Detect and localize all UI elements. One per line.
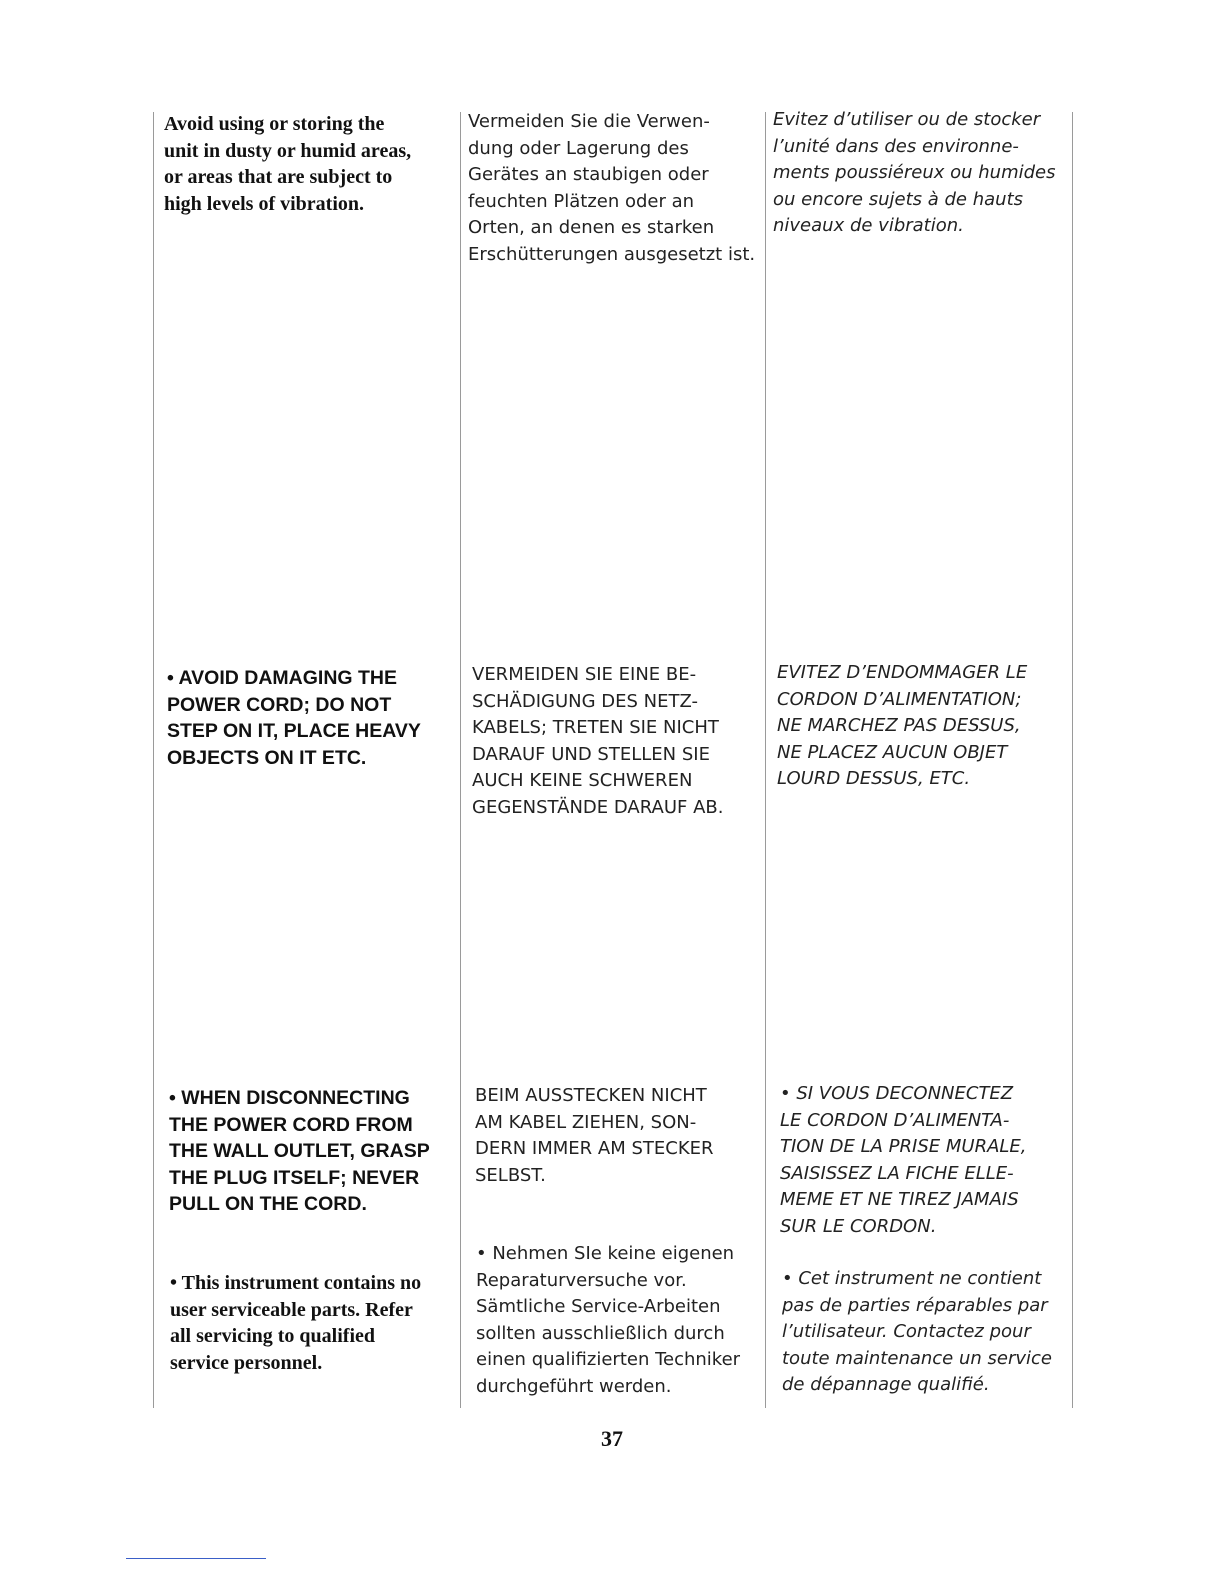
section-1-german: Vermeiden Sie die Verwen- dung oder Lagerung des Gerätes an staubigen oder feuchten Plätzen oder an Orten, an denen es starken Erschütterungen ausgesetzt ist. — [468, 111, 756, 265]
section-4-english: • This instrument contains no user serviceable parts. Refer all servicing to qualified service personnel. — [170, 1272, 422, 1374]
section-2-french: EVITEZ D’ENDOMMAGER LE CORDON D’ALIMENTATION; NE MARCHEZ PAS DESSUS, NE PLACEZ AUCUN OBJET LOURD DESSUS, ETC. — [777, 662, 1028, 789]
section-2-english: • AVOID DAMAGING THE POWER CORD; DO NOT STEP ON IT, PLACE HEAVY OBJECTS ON IT ETC. — [167, 667, 421, 769]
page-number: 37 — [601, 1426, 623, 1451]
section-2-german: VERMEIDEN SIE EINE BE- SCHÄDIGUNG DES NETZ- KABELS; TRETEN SIE NICHT DARAUF UND STELLEN SIE AUCH KEINE SCHWEREN GEGENSTÄNDE DARAUF AB. — [472, 664, 724, 818]
column-rule-german-french — [765, 112, 766, 1408]
column-rule-english-german — [460, 112, 461, 1408]
section-1-french: Evitez d’utiliser ou de stocker l’unité dans des environne- ments poussiéreux ou humides ou encore sujets à de hauts niveaux de vibration. — [773, 109, 1056, 236]
column-rule-right — [1072, 112, 1073, 1408]
section-3-english: • WHEN DISCONNECTING THE POWER CORD FROM THE WALL OUTLET, GRASP THE PLUG ITSELF; NEVER PULL ON THE CORD. — [169, 1087, 430, 1215]
section-4-german: • Nehmen SIe keine eigenen Reparaturversuche vor. Sämtliche Service-Arbeiten sollten ausschließlich durch einen qualifizierten Techniker durchgeführt werden. — [476, 1243, 741, 1397]
section-3-french: • SI VOUS DECONNECTEZ LE CORDON D’ALIMENTA- TION DE LA PRISE MURALE, SAISISSEZ LA FICHE ELLE- MEME ET NE TIREZ JAMAIS SUR LE CORDON. — [780, 1083, 1027, 1237]
section-1-english: Avoid using or storing the unit in dusty or humid areas, or areas that are subject to high levels of vibration. — [164, 113, 412, 215]
section-3-german: BEIM AUSSTECKEN NICHT AM KABEL ZIEHEN, SON- DERN IMMER AM STECKER SELBST. — [475, 1085, 714, 1186]
footer-rule — [126, 1558, 266, 1559]
column-rule-left — [153, 112, 154, 1408]
section-4-french: • Cet instrument ne contient pas de parties réparables par l’utilisateur. Contactez pour toute maintenance un service de dépannage qualifié. — [782, 1268, 1052, 1395]
